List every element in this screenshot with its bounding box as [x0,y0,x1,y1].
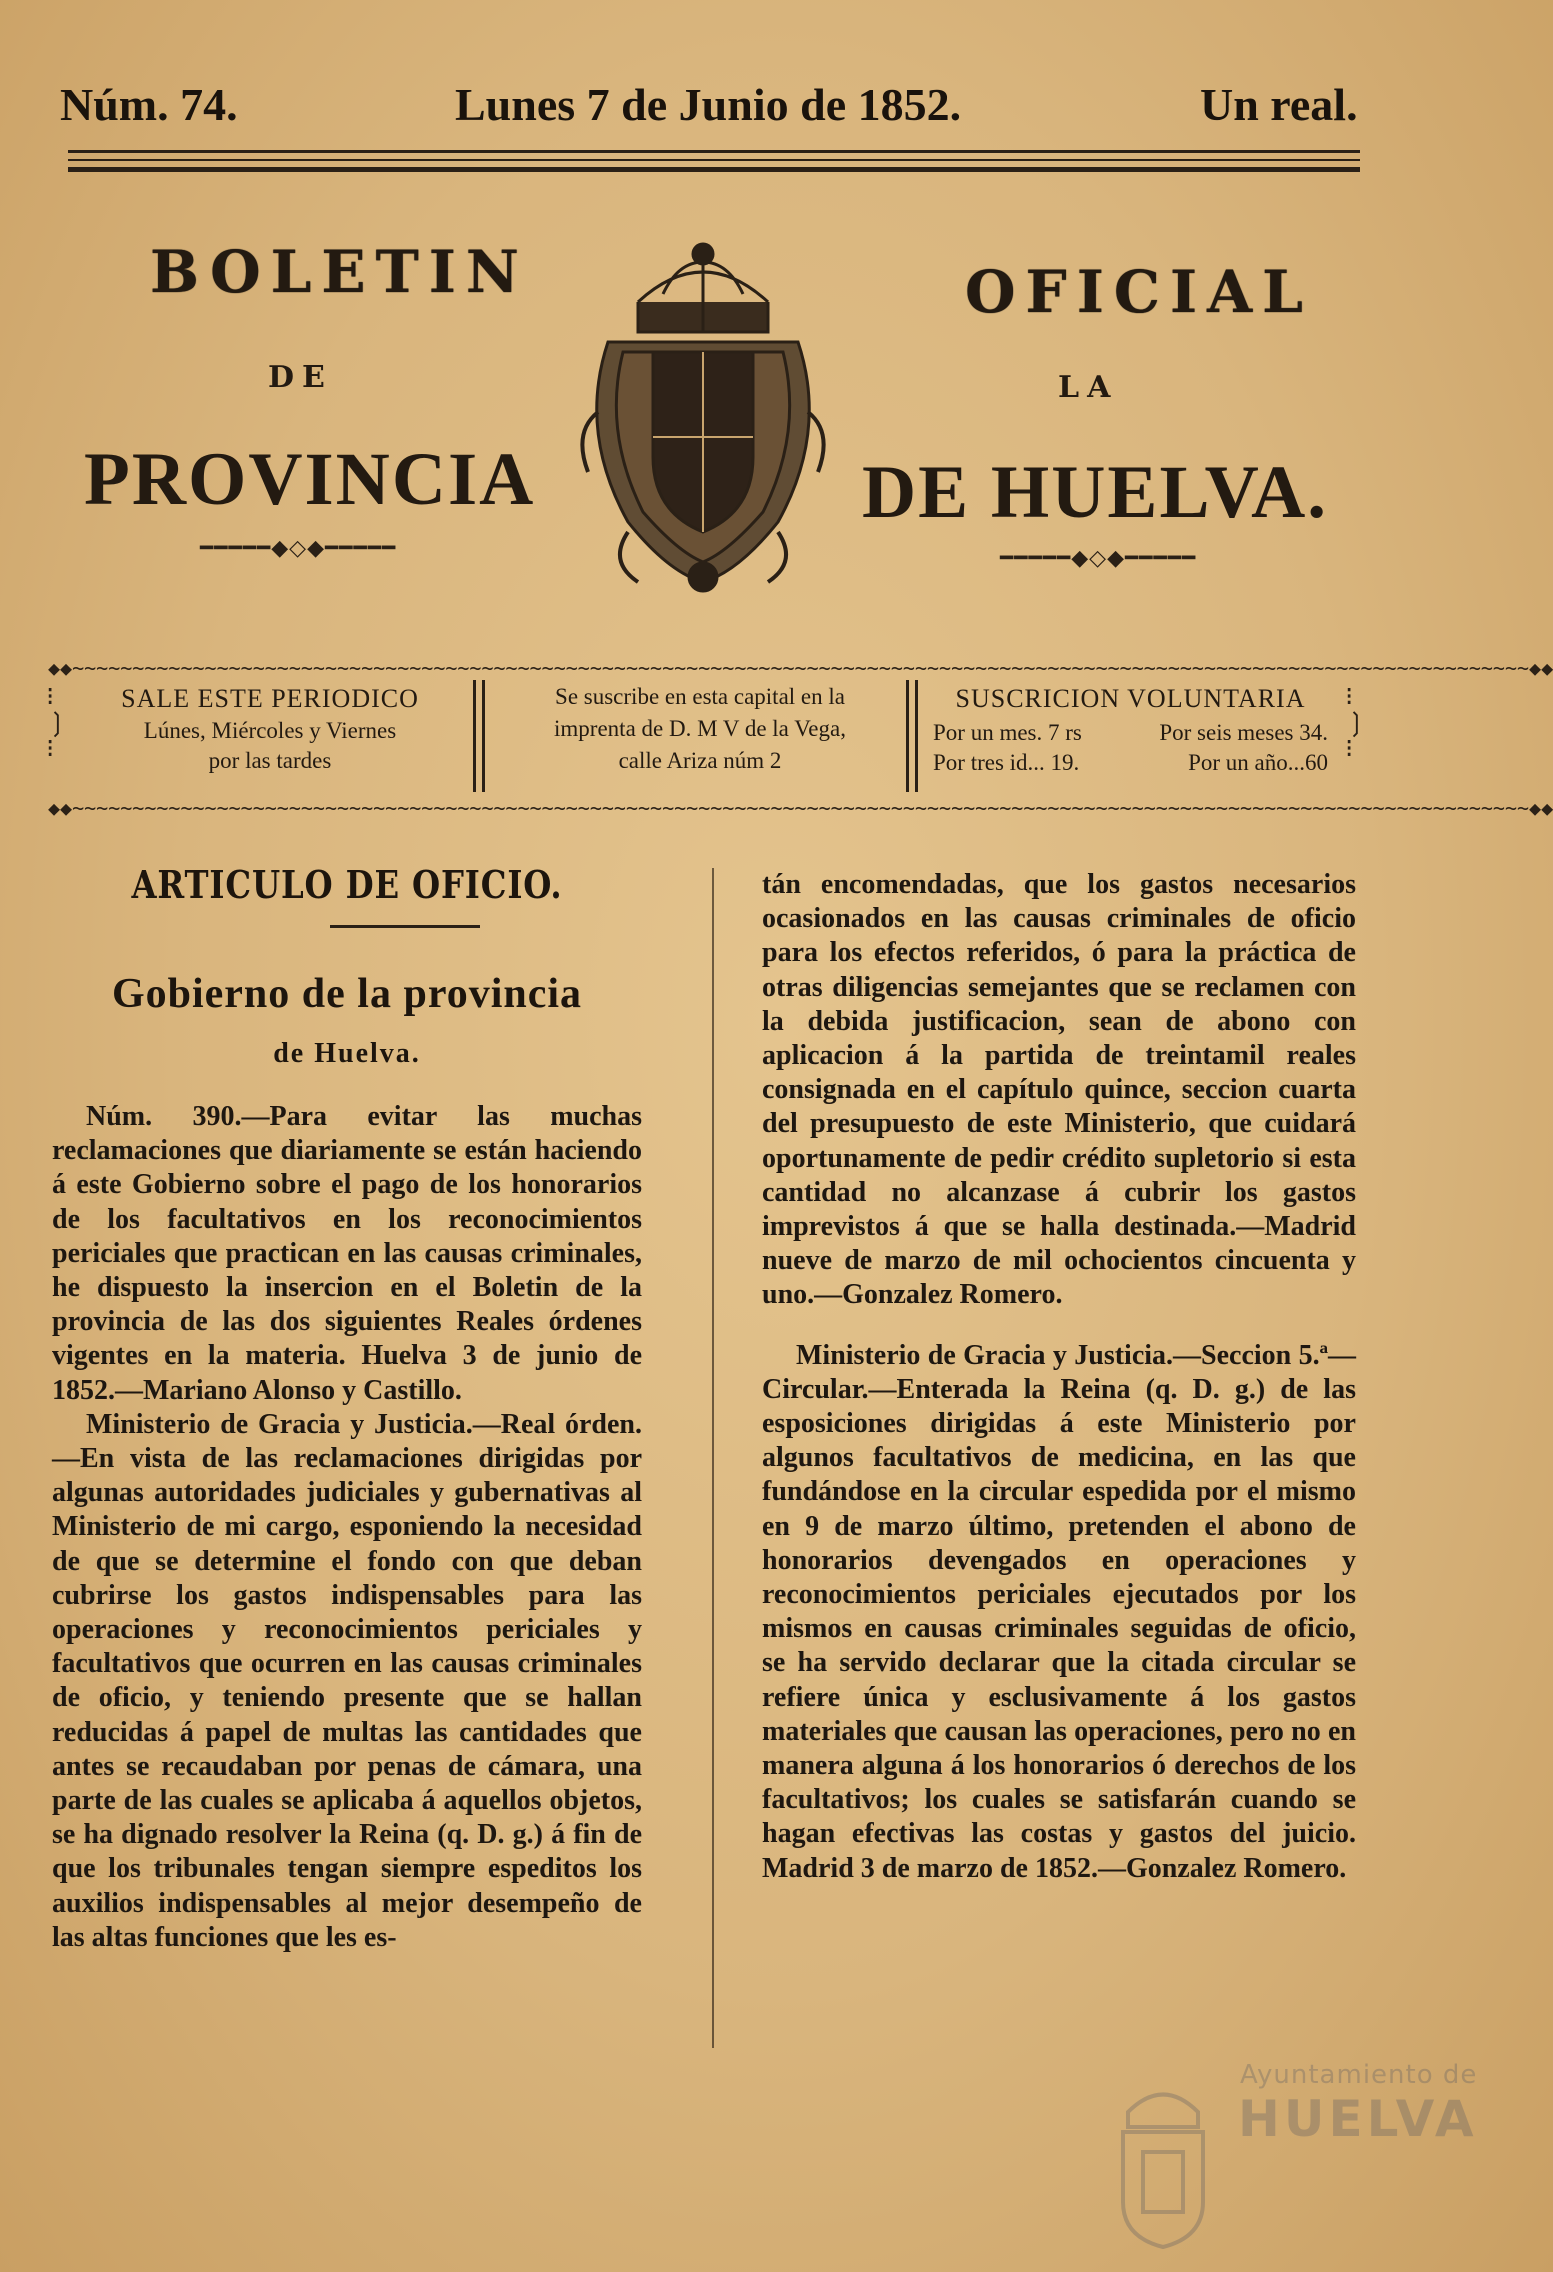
issue-date: Lunes 7 de Junio de 1852. [455,79,962,130]
header-rule-top [68,150,1360,153]
info-schedule-time: por las tardes [208,748,332,773]
header-rule-mid [68,159,1360,161]
article-heading: Gobierno de la provincia [111,971,583,1017]
archive-watermark [1100,2060,1478,2148]
left-column [52,1100,642,1955]
article-paragraph-1: Núm. 390.—Para evitar las muchas reclamaciones que diariamente se están haciendo á este Gobierno sobre el pago de los honorarios de los facultativos en los reconocimientos periciales que practican en las causas criminales, he dispuesto la insercion en el Boletin de la provincia de las dos siguientes Reales órdenes vigentes en la materia. Huelva 3 de junio de 1852.—Mariano Alonso y Castillo. [52,1101,642,1406]
price-six-months: Por seis meses 34. [1159,720,1328,745]
info-border-bottom: ◆◆~~~~~~~~~~~~~~~~~~~~~~~~~~~~~~~~~~~~~~~~~~~~~~~~~~~~~~~~~~~~~~~~~~~~~~~~~~~~~~~~~~~~~~~~~~~~~~~~~~~~~~~~~~~~~~~~~~~~~~~~~◆◆ [48,796,1553,820]
info-border-top: ◆◆~~~~~~~~~~~~~~~~~~~~~~~~~~~~~~~~~~~~~~~~~~~~~~~~~~~~~~~~~~~~~~~~~~~~~~~~~~~~~~~~~~~~~~~~~~~~~~~~~~~~~~~~~~~~~~~~~~~~~~~~~◆◆ [48,656,1553,680]
article-paragraph-3: tán encomendadas, que los gastos necesarios ocasionados en las causas criminales de oficio para los efectos referidos, ó para la práctica de otras diligencias semejantes que se reclamen con la debida justificacion, sean de abono con aplicacion á la partida de treintamil reales consignada en el capítulo quince, seccion cuarta del presupuesto de este Ministerio, que cuidará oportunamente de pedir crédito supletorio si esta cantidad no alcanzase á cubrir los gastos imprevistos á que se halla destinada.—Madrid nueve de marzo de mil ochocientos cincuenta y uno.—Gonzalez Romero. [762,869,1356,1311]
info-box-subscription-place [505,684,895,774]
info-separator-2 [906,680,918,792]
info-separator-1 [473,680,485,792]
article-subheading: de Huelva. [273,1038,421,1069]
header-rule-bottom [68,167,1360,172]
masthead-la: LA [1058,370,1119,405]
watermark-line2: HUELVA [1238,2090,1478,2148]
info-ornament-right-icon: ⁝ ❳ ⁝ [1345,682,1367,764]
info-ornament-left-icon: ⁝ ❳ ⁝ [46,682,68,764]
flourish-right-icon: ━━━━━◆◇◆━━━━━ [1000,546,1197,571]
price-row-1 [933,720,1328,746]
masthead-oficial: OFICIAL [965,258,1313,326]
masthead-provincia: PROVINCIA [84,438,536,521]
masthead-boletin: BOLETIN [150,238,529,306]
issue-number: Núm. 74. [60,79,238,130]
info-schedule-days: Lúnes, Miércoles y Viernes [143,718,397,743]
article-paragraph-2: Ministerio de Gracia y Justicia.—Real órden.—En vista de las reclamaciones dirigidas por algunas autoridades judiciales y gubernativas al Ministerio de mi cargo, esponiendo la necesidad de que se determine el fondo con que deban cubrirse los gastos indispensables para las operaciones y reconocimientos periciales y facultativos que ocurren en las causas criminales de oficio, y teniendo presente que se hallan reducidas á papel de multas las cantidades que antes se recaudaban por penas de cámara, una parte de las cuales se aplicaba á aquellos objetos, se ha dignado resolver la Reina (q. D. g.) á fin de que los tribunales tengan siempre espeditos los auxilios indispensables al mejor desempeño de las altas funciones que les es- [52,1408,642,1953]
info-prices-title: SUSCRICION VOLUNTARIA [955,684,1306,713]
price-row-2 [933,750,1328,776]
section-title: ARTICULO DE OFICIO. [131,862,563,907]
royal-crest-icon [568,232,838,600]
article-paragraph-4: Ministerio de Gracia y Justicia.—Seccion 5.ª—Circular.—Enterada la Reina (q. D. g.) de las esposiciones dirigidas á este Ministerio por algunos facultativos de medicina, en las que fundándose en la circular espedida por el mismo en 9 de marzo último, pretenden el abono de honorarios devengados en operaciones y reconocimientos periciales ejecutados por los mismos en causas criminales seguidas de oficio, se ha servido declarar que la citada circular se refiere única y esclusivamente á los gastos materiales que causan las operaciones, pero no en manera alguna á los honorarios ó derechos de los facultativos; los cuales se satisfarán cuando se hagan efectivas las costas y gastos del juicio. Madrid 3 de marzo de 1852.—Gonzalez Romero. [762,1339,1356,1884]
info-box-schedule [85,684,455,774]
info-place-line2: imprenta de D. M V de la Vega, [554,716,846,741]
info-place-line1: Se suscribe en esta capital en la [555,684,845,709]
watermark-line1: Ayuntamiento de [1240,2060,1478,2090]
price-three-months: Por tres id... 19. [933,750,1080,775]
flourish-left-icon: ━━━━━◆◇◆━━━━━ [200,536,397,561]
info-place-line3: calle Ariza núm 2 [618,748,782,773]
right-column [762,868,1356,1886]
info-box-prices [933,684,1328,776]
masthead-de-huelva: DE HUELVA. [862,451,1329,534]
section-title-rule [330,925,480,928]
price-one-year: Por un año...60 [1188,750,1328,775]
column-divider [712,868,714,2048]
info-schedule-title: SALE ESTE PERIODICO [121,684,419,713]
masthead-de: DE [268,360,333,395]
price-one-month: Por un mes. 7 rs [933,720,1082,745]
issue-price: Un real. [1200,79,1358,130]
